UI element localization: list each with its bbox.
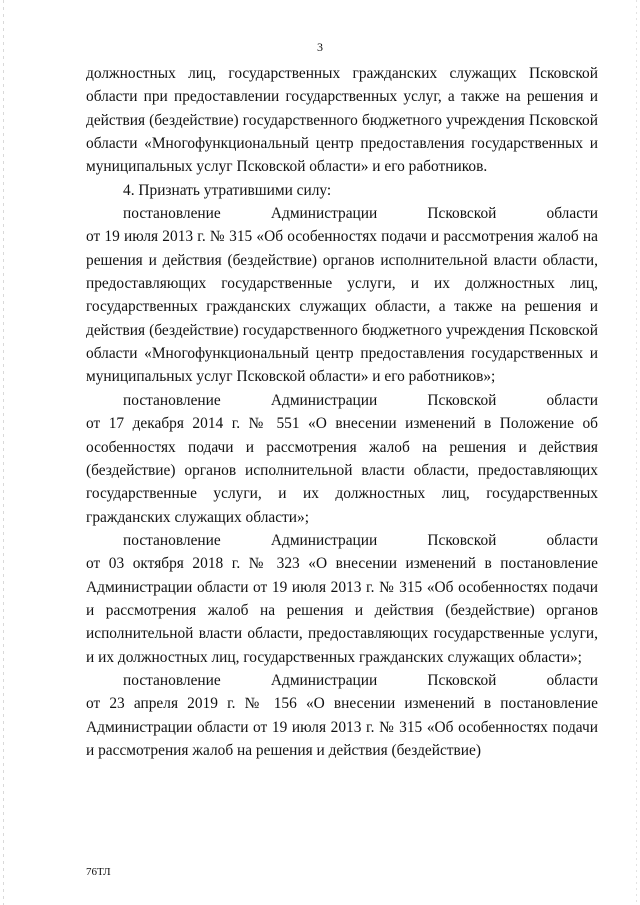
document-code: 76ТЛ — [86, 866, 111, 878]
document-body — [86, 62, 598, 762]
paragraph-item-4: 4. Признать утратившими силу: — [123, 181, 332, 199]
page-number: 3 — [317, 40, 323, 54]
decree-heading-1: постановление Администрации Псковской области — [123, 205, 598, 223]
scan-edge-right — [636, 0, 637, 905]
decree-heading-4: постановление Администрации Псковской области — [123, 671, 598, 689]
decree-text-1: от 19 июля 2013 г. № 315 «Об особенностях подачи и рассмотрения жалоб на решения и действия (бездействие) органов исполнительной власти области, предоставляющих государственные услуги, и их должностных лиц, государственных гражданских служащих области, а также на решения и действия (бездействие) государственного бюджетного учреждения Псковской области «Многофункциональный центр предоставления государственных и муниципальных услуг Псковской области» и его работников»; — [86, 228, 598, 386]
decree-text-2: от 17 декабря 2014 г. № 551 «О внесении изменений в Положение об особенностях подачи и рассмотрения жалоб на решения и действия (бездействие) органов исполнительной власти области, предоставляющих государственные услуги, и их должностных лиц, государственных гражданских служащих области»; — [86, 415, 598, 526]
decree-text-3: от 03 октября 2018 г. № 323 «О внесении изменений в постановление Администрации области от 19 июля 2013 г. № 315 «Об особенностях подачи и рассмотрения жалоб на решения и действия (бездействие) органов исполнительной власти области, предоставляющих государственные услуги, и их должностных лиц, государственных гражданских служащих области»; — [86, 555, 598, 666]
decree-text-4: от 23 апреля 2019 г. № 156 «О внесении изменений в постановление Администрации области от 19 июля 2013 г. № 315 «Об особенностях подачи и рассмотрения жалоб на решения и действия (бездействие) — [86, 695, 598, 759]
decree-heading-2: постановление Администрации Псковской области — [123, 391, 598, 409]
scan-edge-left — [3, 0, 4, 905]
decree-heading-3: постановление Администрации Псковской области — [123, 531, 598, 549]
paragraph-continuation: должностных лиц, государственных гражданских служащих Псковской области при предоставлении государственных услуг, а также на решения и действия (бездействие) государственного бюджетного учреждения Псковской области «Многофункциональный центр предоставления государственных и муниципальных услуг Псковской области» и его работников. — [86, 65, 598, 176]
